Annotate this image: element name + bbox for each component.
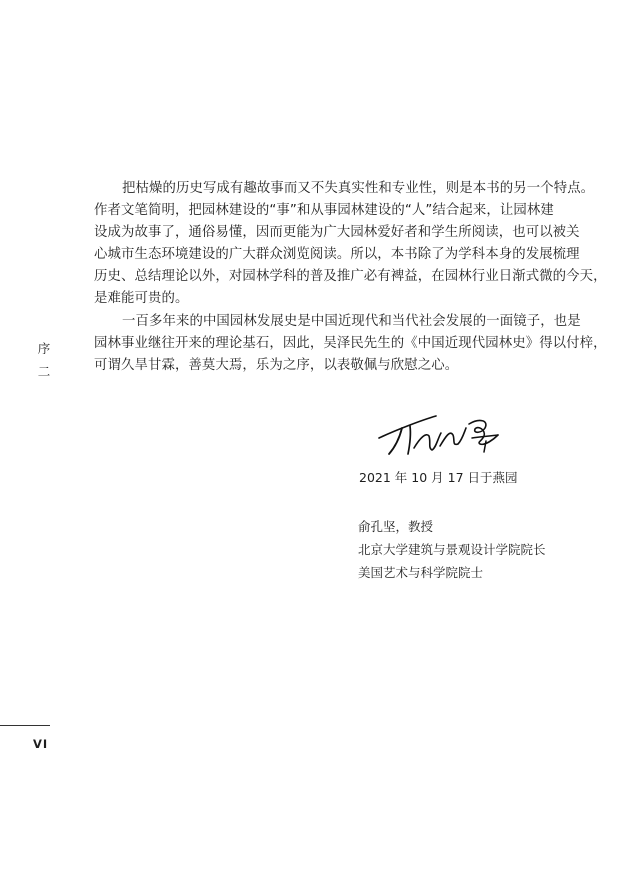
author-name: 俞孔坚，教授 <box>358 519 434 534</box>
text-line: 历史、总结理论以外，对园林学科的普及推广必有裨益，在园林行业日渐式微的今天， <box>94 269 607 285</box>
author-position: 北京大学建筑与景观设计学院院长 <box>358 542 546 557</box>
paragraph-2 <box>94 311 607 377</box>
page-number: VI <box>33 737 49 751</box>
text-line: 一百多年来的中国园林发展史是中国近现代和当代社会发展的一面镜子，也是 <box>122 313 581 329</box>
footer-rule <box>0 725 50 726</box>
text-line: 设成为故事了，通俗易懂，因而更能为广大园林爱好者和学生所阅读，也可以被关 <box>94 225 580 241</box>
text-line: 把枯燥的历史写成有趣故事而又不失真实性和专业性，则是本书的另一个特点。 <box>122 181 595 196</box>
text-line: 是难能可贵的。 <box>94 291 189 307</box>
text-line: 心城市生态环境建设的广大群众浏览阅读。所以，本书除了为学科本身的发展梳理 <box>94 247 580 263</box>
preface-body <box>94 178 607 377</box>
handwritten-signature <box>374 408 510 458</box>
text-line: 作者文笔简明，把园林建设的“事”和从事园林建设的“人”结合起来，让园林建 <box>94 203 554 219</box>
paragraph-1 <box>94 178 607 311</box>
section-label <box>37 340 51 380</box>
date-place: 2021 年 10 月 17 日于燕园 <box>359 470 518 485</box>
text-line: 园林事业继往开来的理论基石，因此，吴泽民先生的《中国近现代园林史》得以付梓， <box>94 335 607 351</box>
author-honor: 美国艺术与科学院院士 <box>358 565 484 580</box>
section-label-char: 二 <box>37 364 51 379</box>
text-line: 可谓久旱甘霖，善莫大焉，乐为之序，以表敬佩与欣慰之心。 <box>94 357 459 373</box>
section-label-char: 序 <box>37 341 51 356</box>
author-credits <box>358 515 546 584</box>
